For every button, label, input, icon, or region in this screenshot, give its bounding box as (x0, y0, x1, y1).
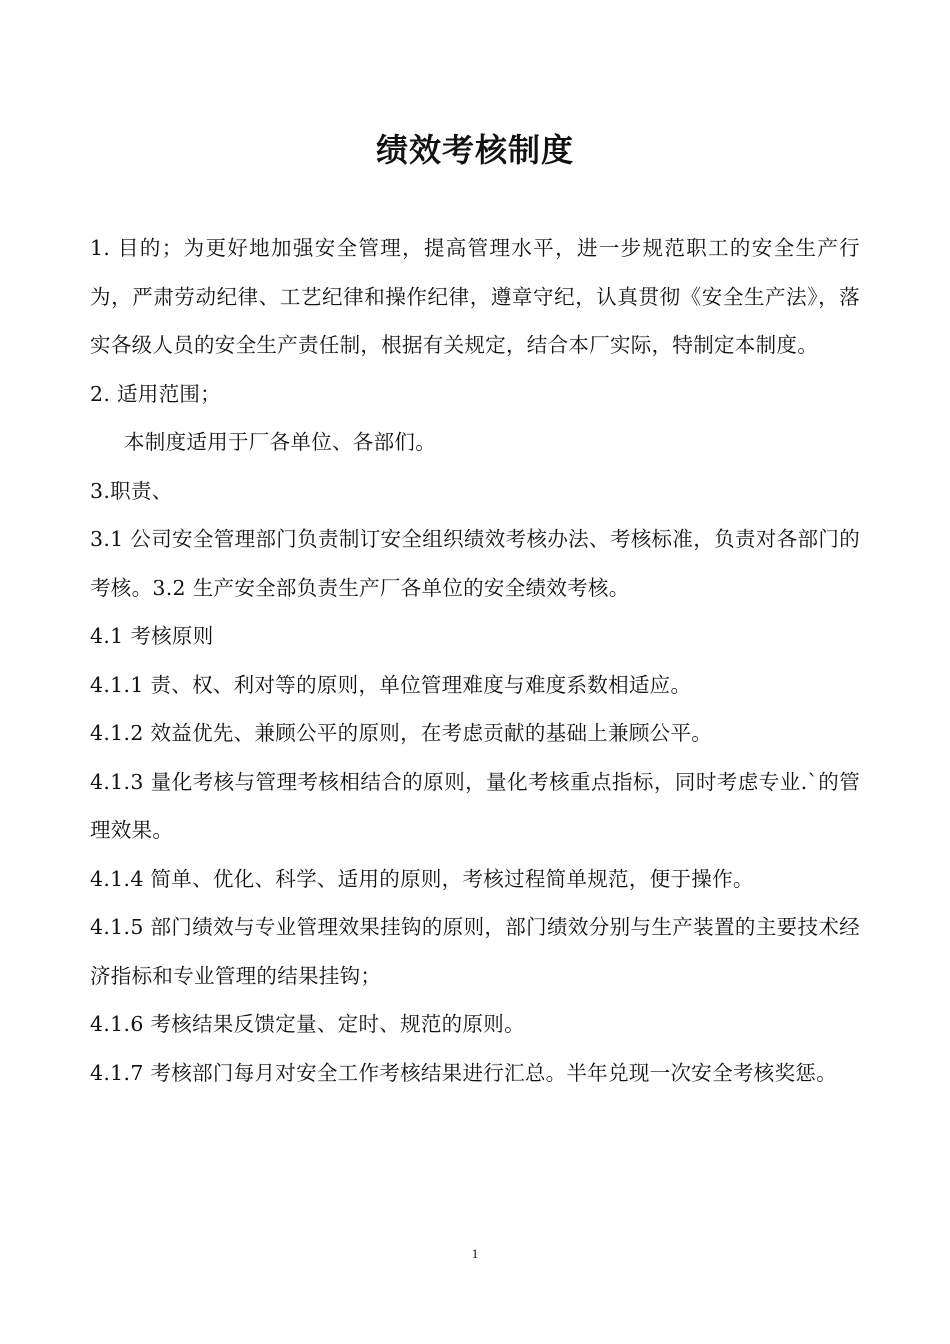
paragraph-principle-4-1-1: 4.1.1 责、权、利对等的原则，单位管理难度与难度系数相适应。 (90, 672, 692, 697)
paragraph-purpose: 1. 目的；为更好地加强安全管理，提高管理水平，进一步规范职工的安全生产行为，严肃劳动纪律、工艺纪律和操作纪律，遵章守纪，认真贯彻《安全生产法》，落实各级人员的安全生产责任制，根据有关规定，结合本厂实际，特制定本制度。 (90, 236, 860, 357)
paragraph-principle-4-1-2: 4.1.2 效益优先、兼顾公平的原则，在考虑贡献的基础上兼顾公平。 (90, 721, 713, 745)
page-number: 1 (471, 1246, 479, 1261)
paragraph-principle-4-1-7: 4.1.7 考核部门每月对安全工作考核结果进行汇总。半年兑现一次安全考核奖惩。 (90, 1060, 837, 1085)
paragraph-principle-4-1-4: 4.1.4 简单、优化、科学、适用的原则，考核过程简单规范，便于操作。 (90, 866, 754, 891)
paragraph-principles-heading: 4.1 考核原则 (90, 624, 214, 648)
paragraph-principle-4-1-3: 4.1.3 量化考核与管理考核相结合的原则，量化考核重点指标，同时考虑专业.`的管理效果。 (90, 769, 860, 842)
paragraph-scope-text: 本制度适用于厂各单位、各部们。 (124, 430, 436, 454)
document-body (90, 224, 860, 1097)
paragraph-scope-heading: 2. 适用范围； (90, 381, 221, 406)
paragraph-responsibilities-heading: 3.职责、 (90, 478, 173, 503)
paragraph-principle-4-1-5: 4.1.5 部门绩效与专业管理效果挂钩的原则，部门绩效分别与生产装置的主要技术经济指标和专业管理的结果挂钩； (90, 915, 860, 988)
paragraph-principle-4-1-6: 4.1.6 考核结果反馈定量、定时、规范的原则。 (90, 1012, 525, 1036)
document-title: 绩效考核制度 (375, 131, 574, 169)
paragraph-responsibilities: 3.1 公司安全管理部门负责制订安全组织绩效考核办法、考核标准，负责对各部门的考核。3.2 生产安全部负责生产厂各单位的安全绩效考核。 (90, 527, 860, 600)
